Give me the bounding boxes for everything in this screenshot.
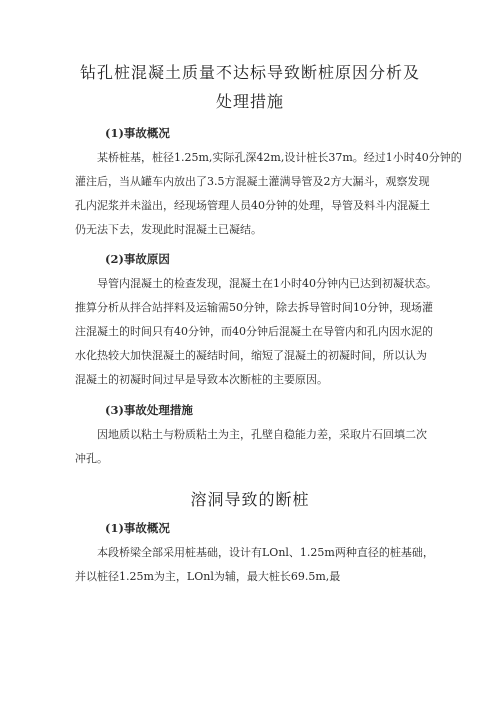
paragraph-line: 注混凝土的时间只有40分钟，而40分钟后混凝土在导管内和孔内因水泥的 [75, 325, 433, 338]
paragraph-line: 混凝土的初凝时间过早是导致本次断桩的主要原因。 [75, 373, 328, 386]
section-paragraph-accident-treatment [75, 423, 435, 471]
section-heading-accident-cause: (2)事故原因 [105, 252, 170, 266]
paragraph-line: 并以桩径1.25m为主，LOnl为辅，最大桩长69.5m,最 [75, 570, 341, 583]
paragraph-line: 某桥桩基，桩径1.25m,实际孔深42m,设计桩长37m。经过1小时40分钟的 [97, 151, 462, 164]
document-title-line-1: 钻孔桩混凝土质量不达标导致断桩原因分析及 [79, 63, 420, 82]
section-heading-accident-treatment: (3)事故处理措施 [105, 403, 193, 417]
paragraph-line: 孔内泥浆并未溢出，经现场管理人员40分钟的处理，导管及料斗内混凝土 [75, 199, 430, 212]
section-paragraph-accident-overview-2 [75, 541, 435, 589]
section-title-karst-cave: 溶洞导致的断桩 [190, 490, 310, 509]
paragraph-line: 推算分析从拌合站拌料及运输需50分钟，除去拆导管时间10分钟，现场灌 [75, 301, 433, 314]
paragraph-line: 本段桥梁全部采用桩基础，设计有LOnl、1.25m两种直径的桩基础， [97, 546, 434, 559]
section-heading-accident-overview: (1)事故概况 [105, 126, 170, 140]
section-paragraph-accident-overview [75, 146, 462, 242]
paragraph-line: 导管内混凝土的检查发现，混凝土在1小时40分钟内已达到初凝状态。 [97, 277, 437, 290]
section-heading-accident-overview-2: (1)事故概况 [105, 521, 170, 535]
paragraph-line: 冲孔。 [75, 452, 108, 465]
paragraph-line: 仍无法下去，发现此时混凝土已凝结。 [75, 223, 262, 236]
document-title-line-2: 处理措施 [215, 92, 284, 111]
paragraph-line: 灌注后，当从罐车内放出了3.5方混凝土灌满导管及2方大漏斗，观察发现 [75, 175, 430, 188]
paragraph-line: 因地质以粘土与粉质粘土为主，孔壁自稳能力差，采取片石回填二次 [97, 428, 427, 441]
paragraph-line: 水化热较大加快混凝土的凝结时间，缩短了混凝土的初凝时间，所以认为 [75, 349, 427, 362]
section-paragraph-accident-cause [75, 272, 435, 392]
